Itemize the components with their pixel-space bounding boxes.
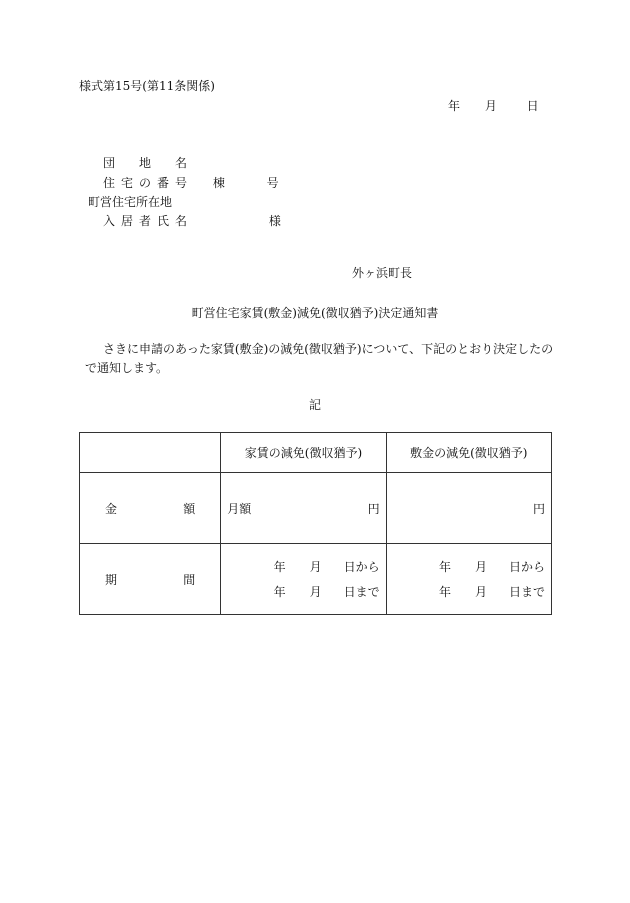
date-day: 日 [526,99,539,113]
house-number-label: 住宅の番号 [103,176,187,190]
location-label: 町営住宅所在地 [88,195,173,209]
body-line-2: で通知します。 [85,361,169,375]
honorific: 様 [268,214,281,228]
monthly-label: 月額 [227,501,252,516]
deposit-yen: 円 [532,501,545,516]
complex-name-row [103,157,187,169]
date-year: 年 [448,99,461,113]
amount-label-cell [80,473,221,544]
number-unit: 号 [266,176,279,190]
issue-date [448,100,539,112]
rent-period-cell [221,544,386,615]
location-row [88,196,172,208]
rent-period-from: 年 月 日から [273,560,380,574]
tenant-name-row [103,215,281,227]
complex-name-label: 団地名 [103,156,187,170]
header-deposit: 敷金の減免(徴収猶予) [386,433,551,473]
house-number-row [103,177,279,189]
header-rent: 家賃の減免(徴収猶予) [221,433,386,473]
date-month: 月 [484,99,497,113]
period-label-a: 期 [105,572,118,587]
table-header-row [80,433,552,473]
deposit-period-from: 年 月 日から [438,560,545,574]
ki-heading: 記 [308,398,321,412]
deposit-period-to: 年 月 日まで [438,585,545,599]
header-blank [80,433,221,473]
document-title: 町営住宅家賃(敷金)減免(徴収猶予)決定通知書 [191,306,439,320]
rent-period-to: 年 月 日まで [273,585,380,599]
body-line-1: さきに申請のあった家賃(敷金)の減免(徴収猶予)について、下記のとおり決定したの [103,342,554,356]
amount-label-b: 額 [183,501,196,516]
building-unit: 棟 [212,176,225,190]
period-label-cell [80,544,221,615]
deposit-period-cell [386,544,551,615]
form-number: 様式第15号(第11条関係) [79,79,215,93]
period-row [80,544,552,615]
amount-label-a: 金 [105,501,118,516]
decision-table [79,432,552,615]
rent-yen: 円 [367,501,380,516]
rent-amount-cell [221,473,386,544]
deposit-amount-cell [386,473,551,544]
issuer: 外ヶ浜町長 [352,266,413,280]
tenant-name-label: 入居者氏名 [103,214,187,228]
period-label-b: 間 [183,572,196,587]
amount-row [80,473,552,544]
